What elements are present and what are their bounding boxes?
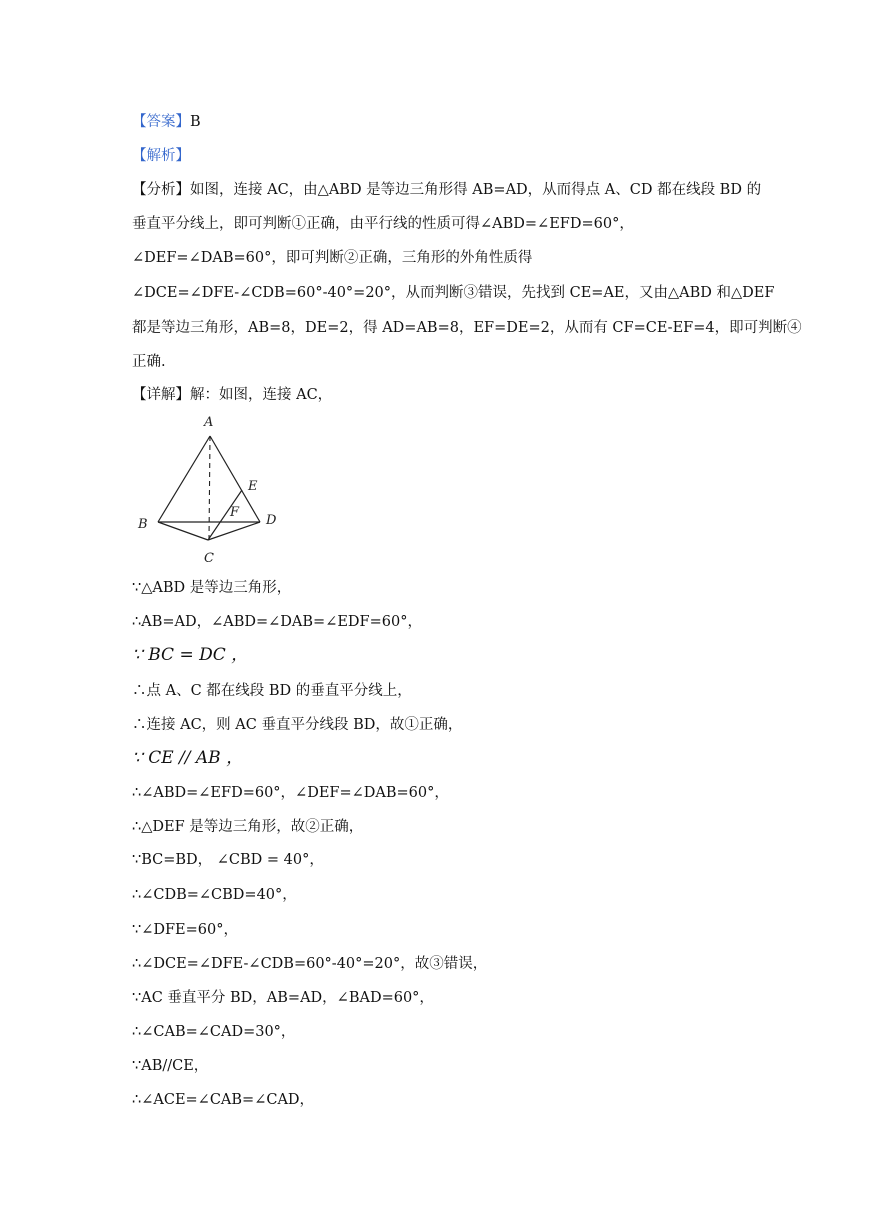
geometry-figure: [130, 412, 280, 572]
analysis-line-3: ∠DEF=∠DAB=60°，即可判断②正确，三角形的外角性质得: [132, 250, 533, 266]
answer-label: 【答案】: [132, 114, 190, 130]
step-line: ∵AB//CE，: [132, 1058, 209, 1074]
detail-label: 【详解】: [132, 387, 190, 403]
analysis-line-5: 都是等边三角形，AB=8，DE=2，得 AD=AB=8，EF=DE=2，从而有 CF=CE-EF=4，即可判断④: [132, 320, 802, 336]
answer-value: B: [190, 114, 201, 130]
segment-bc: [158, 522, 208, 540]
step-line: ∵∠DFE=60°，: [132, 922, 238, 938]
label-f: F: [230, 505, 240, 520]
analysis-header-label: 【解析】: [132, 148, 190, 164]
analysis-line-4: ∠DCE=∠DFE-∠CDB=60°-40°=20°，从而判断③错误，先找到 CE=AE，又由△ABD 和△DEF: [132, 285, 775, 301]
step-line: ∴∠CDB=∠CBD=40°，: [132, 887, 297, 903]
step-line: ∴AB=AD，∠ABD=∠DAB=∠EDF=60°，: [132, 614, 422, 630]
step-line: ∴△DEF 是等边三角形，故②正确，: [132, 819, 364, 835]
label-c: C: [204, 551, 214, 566]
detail-intro: 解：如图，连接 AC，: [190, 387, 333, 403]
label-d: D: [266, 513, 277, 528]
analysis-text-1: 如图，连接 AC，由△ABD 是等边三角形得 AB=AD，从而得点 A、CD 都在线段 BD 的: [190, 182, 762, 198]
answer-line: [132, 112, 752, 132]
step-line: ∴∠ABD=∠EFD=60°，∠DEF=∠DAB=60°，: [132, 785, 449, 801]
step-line: ∴∠ACE=∠CAB=∠CAD，: [132, 1092, 315, 1108]
step-line: ∵△ABD 是等边三角形，: [132, 580, 292, 596]
step-line: ∵AC 垂直平分 BD，AB=AD，∠BAD=60°，: [132, 990, 434, 1006]
analysis-line-1: [132, 180, 762, 200]
label-a: A: [204, 415, 214, 430]
step-line: ∴点 A、C 都在线段 BD 的垂直平分线上，: [132, 683, 412, 699]
segment-ab: [158, 436, 210, 522]
step-line: ∴∠CAB=∠CAD=30°，: [132, 1024, 296, 1040]
step-line: ∵ BC = DC ，: [132, 645, 249, 665]
step-line: ∴连接 AC，则 AC 垂直平分线段 BD，故①正确，: [132, 717, 463, 733]
step-line: ∵BC=BD， ∠CBD = 40°，: [132, 852, 324, 868]
segment-cd: [208, 522, 260, 540]
step-line: ∵ CE // AB ，: [132, 748, 244, 768]
triangle-diagram: [130, 412, 280, 572]
step-line: ∴∠DCE=∠DFE-∠CDB=60°-40°=20°，故③错误，: [132, 956, 488, 972]
segment-ac-dashed: [209, 436, 210, 540]
label-b: B: [138, 517, 148, 532]
detail-line: [132, 385, 752, 405]
analysis-header: [132, 146, 752, 166]
analysis-line-2: 垂直平分线上，即可判断①正确，由平行线的性质可得∠ABD=∠EFD=60°，: [132, 216, 634, 232]
analysis-label: 【分析】: [132, 182, 190, 198]
analysis-line-6: 正确.: [132, 354, 166, 370]
label-e: E: [248, 479, 258, 494]
